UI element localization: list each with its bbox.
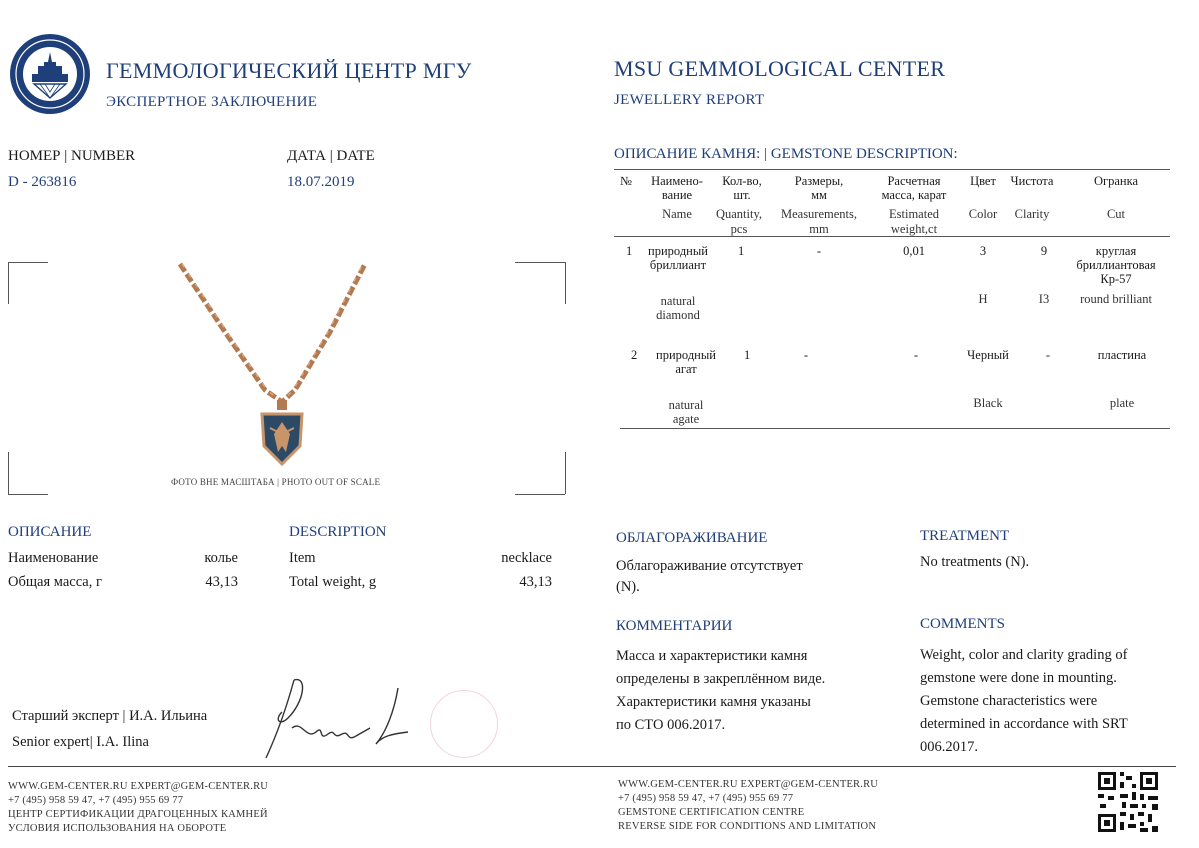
col-name-header-en: Name — [662, 207, 692, 221]
row1-no: 1 — [626, 244, 633, 258]
row1-meas: - — [816, 244, 822, 258]
photo-frame-corner — [8, 262, 9, 304]
col-weight-header-en: Estimated weight,ct — [889, 207, 939, 236]
row1-clarity-en: I3 — [1038, 292, 1050, 306]
row1-name-ru: природный бриллиант — [648, 244, 708, 272]
photo-frame-corner — [515, 494, 565, 495]
row1-clarity-ru: 9 — [1040, 244, 1048, 258]
item-value-ru: колье — [204, 550, 238, 566]
row1-cut-en: round brilliant — [1080, 292, 1152, 306]
row2-color-en: Black — [973, 396, 1003, 410]
date-value: 18.07.2019 — [287, 174, 355, 190]
footer-rule — [8, 766, 1176, 767]
treatment-heading-en: TREATMENT — [920, 528, 1010, 544]
row2-cut-en: plate — [1109, 396, 1135, 410]
col-no-header: № — [620, 174, 632, 188]
stamp-watermark — [430, 690, 498, 758]
item-value-en: necklace — [501, 550, 552, 566]
treatment-text-en: No treatments (N). — [920, 554, 1030, 570]
report-subtitle-ru: ЭКСПЕРТНОЕ ЗАКЛЮЧЕНИЕ — [106, 94, 318, 110]
footer-contacts-en — [618, 778, 878, 834]
col-qty-header-en: Quantity, pcs — [715, 207, 763, 236]
description-heading-en: DESCRIPTION — [289, 524, 387, 540]
footer-org-en: GEMSTONE CERTIFICATION CENTRE — [618, 807, 805, 818]
footer-contacts-ru — [8, 780, 268, 836]
row1-cut-ru: круглая бриллиантовая Кр-57 — [1076, 244, 1156, 286]
table-bottom-rule — [620, 428, 1170, 429]
col-clarity-header-en: Clarity — [1014, 207, 1050, 221]
photo-frame-corner — [565, 262, 566, 304]
treatment-heading-ru: ОБЛАГОРАЖИВАНИЕ — [616, 530, 768, 546]
row2-clarity-ru: - — [1045, 348, 1051, 362]
qr-code-icon[interactable] — [1096, 770, 1160, 834]
comments-text-en: Weight, color and clarity grading of gemstone were done in mounting. Gemstone characteristics were determined in accordance with SRT 006.2017. — [920, 647, 1128, 755]
comments-heading-en: COMMENTS — [920, 616, 1006, 632]
number-label: НОМЕР | NUMBER — [8, 148, 136, 164]
center-title-en: MSU GEMMOLOGICAL CENTER — [614, 56, 946, 81]
item-label-ru: Наименование — [8, 550, 99, 566]
number-value: D - 263816 — [8, 174, 77, 190]
photo-frame-corner — [8, 452, 9, 494]
weight-label-ru: Общая масса, г — [8, 574, 102, 590]
comments-heading-ru: КОММЕНТАРИИ — [616, 618, 733, 634]
photo-frame-corner — [565, 452, 566, 494]
footer-terms-en: REVERSE SIDE FOR CONDITIONS AND LIMITATION — [618, 821, 877, 832]
col-cut-header-ru: Огранка — [1093, 174, 1139, 188]
weight-label-en: Total weight, g — [289, 574, 377, 590]
weight-value-en: 43,13 — [519, 574, 552, 590]
row2-color-ru: Черный — [967, 348, 1009, 362]
treatment-text-ru: Облагораживание отсутствует (N). — [616, 558, 803, 595]
col-qty-header-ru: Кол-во, шт. — [722, 174, 762, 202]
photo-frame-corner — [515, 262, 565, 263]
report-subtitle-en: JEWELLERY REPORT — [614, 92, 765, 108]
col-meas-header-ru: Размеры, мм — [794, 174, 844, 202]
comments-text-ru: Масса и характеристики камня определены в закреплённом виде. Характеристики камня указаны по СТО 006.2017. — [616, 648, 826, 733]
col-clarity-header-ru: Чистота — [1010, 174, 1054, 188]
expert-line-ru: Старший эксперт | И.А. Ильина — [12, 708, 208, 724]
row2-meas: - — [803, 348, 809, 362]
footer-phone-en: +7 (495) 958 59 47, +7 (495) 955 69 77 — [618, 793, 794, 804]
gemstone-heading: ОПИСАНИЕ КАМНЯ: | GEMSTONE DESCRIPTION: — [614, 146, 958, 162]
row2-no: 2 — [631, 348, 638, 362]
col-cut-header-en: Cut — [1106, 207, 1126, 221]
row2-cut-ru: пластина — [1097, 348, 1147, 362]
date-label: ДАТА | DATE — [287, 148, 375, 164]
msu-logo — [8, 32, 92, 116]
col-name-header-ru: Наимено- вание — [651, 174, 703, 202]
expert-line-en: Senior expert| I.A. Ilina — [12, 734, 149, 750]
col-weight-header-ru: Расчетная масса, карат — [881, 174, 947, 202]
footer-terms-ru: УСЛОВИЯ ИСПОЛЬЗОВАНИЯ НА ОБОРОТЕ — [8, 823, 227, 834]
description-heading-ru: ОПИСАНИЕ — [8, 524, 92, 540]
row1-color-en: H — [978, 292, 988, 306]
row2-weight: - — [913, 348, 919, 362]
row2-name-en: natural agate — [668, 398, 704, 426]
center-title-ru: ГЕММОЛОГИЧЕСКИЙ ЦЕНТР МГУ — [106, 58, 472, 83]
necklace-photo — [170, 262, 380, 472]
col-color-header-en: Color — [968, 207, 998, 221]
row1-weight: 0,01 — [903, 244, 925, 258]
row1-name-en: natural diamond — [656, 294, 700, 322]
footer-phone-ru: +7 (495) 958 59 47, +7 (495) 955 69 77 — [8, 795, 184, 806]
photo-frame-corner — [8, 262, 48, 263]
signature-image — [258, 672, 418, 764]
row2-name-ru: природный агат — [656, 348, 716, 376]
table-header-rule — [614, 236, 1170, 237]
photo-caption: ФОТО ВНЕ МАСШТАБА | PHOTO OUT OF SCALE — [171, 477, 381, 487]
footer-web-ru[interactable]: WWW.GEM-CENTER.RU EXPERT@GEM-CENTER.RU — [8, 781, 269, 792]
row2-qty: 1 — [744, 348, 751, 362]
item-label-en: Item — [289, 550, 316, 566]
footer-org-ru: ЦЕНТР СЕРТИФИКАЦИИ ДРАГОЦЕННЫХ КАМНЕЙ — [8, 809, 268, 820]
col-meas-header-en: Measurements, mm — [780, 207, 858, 236]
weight-value-ru: 43,13 — [205, 574, 238, 590]
footer-web-en[interactable]: WWW.GEM-CENTER.RU EXPERT@GEM-CENTER.RU — [618, 779, 879, 790]
row1-color-ru: 3 — [979, 244, 987, 258]
table-top-rule — [614, 169, 1170, 170]
col-color-header-ru: Цвет — [970, 174, 996, 188]
row1-qty: 1 — [738, 244, 745, 258]
photo-frame-corner — [8, 494, 48, 495]
